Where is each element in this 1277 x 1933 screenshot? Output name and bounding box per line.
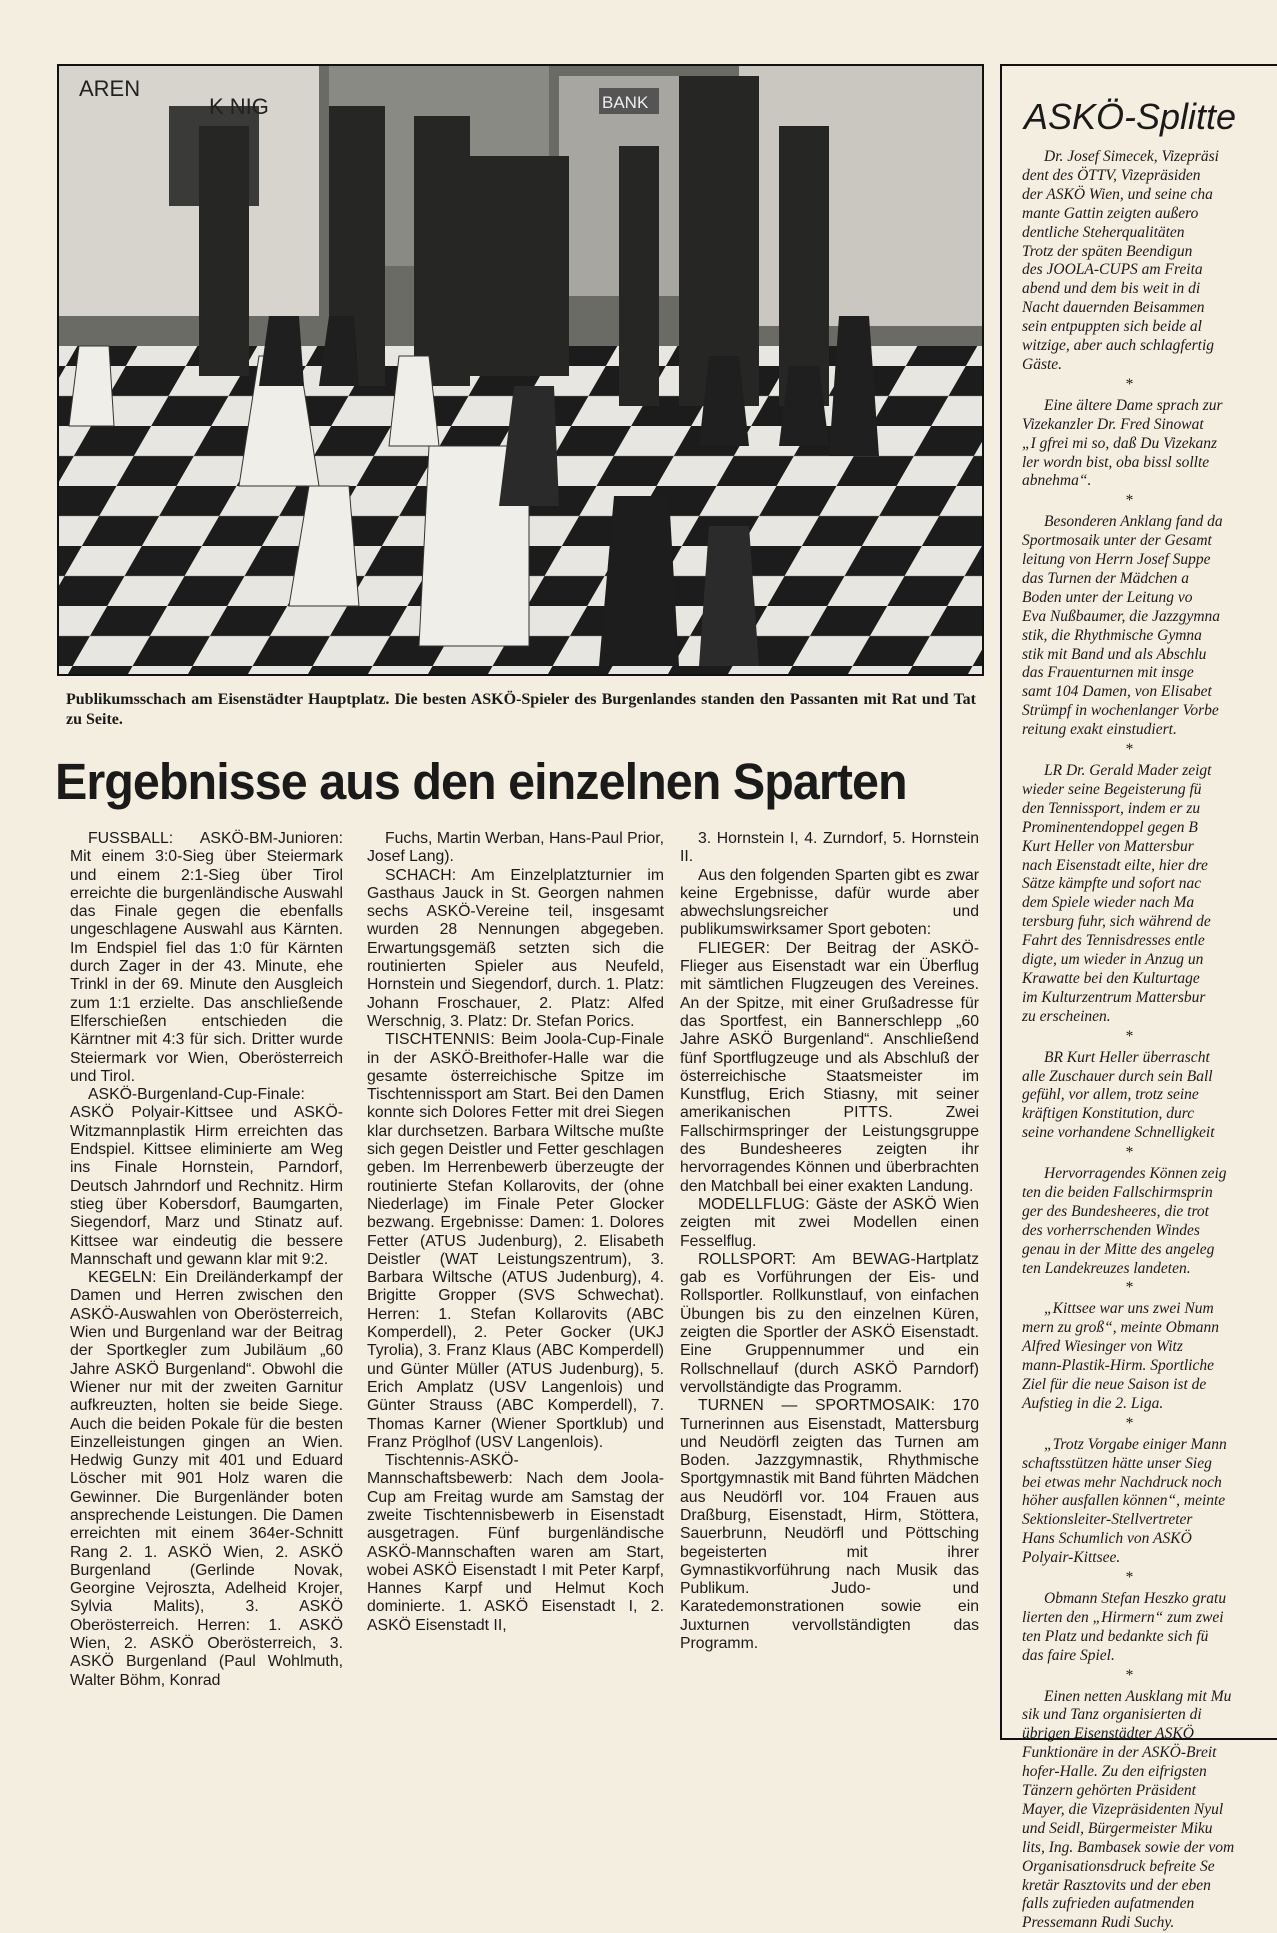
separator-star: * bbox=[1125, 1666, 1134, 1684]
sidebar-line: das faire Spiel. bbox=[1022, 1646, 1115, 1664]
chess-photo bbox=[57, 64, 984, 676]
sidebar-line: genau in der Mitte des angeleg bbox=[1022, 1240, 1215, 1258]
sidebar-line: kretär Rasztovits und der eben bbox=[1022, 1876, 1211, 1894]
shop-sign: AREN bbox=[79, 76, 141, 101]
sidebar-line: ten Platz und bedankte sich fü bbox=[1022, 1627, 1209, 1645]
paragraph-fussball: FUSSBALL: ASKÖ-BM-Junioren: Mit einem 3:0-Sieg über Steiermark und einem 2:1-Sieg über Tirol erreichte die burgenländische Auswahl das Finale gegen die ebenfalls ungeschlagene Auswahl aus Kärnten. Im Endspiel fiel das 1:0 für Kärnten durch Zager in der 43. Minute, ehe Trinkl in der 69. Minute den Ausgleich zum 1:1 erzielte. Das anschließende Elferschießen entschieden die Kärntner mit 4:3 für sich. Dritter wurde Steiermark vor Wien, Oberösterreich und Tirol. bbox=[70, 830, 343, 1085]
sidebar-line: ten Landekreuzes landeten. bbox=[1022, 1259, 1191, 1277]
paragraph-schach: SCHACH: Am Einzelplatzturnier im Gasthaus Jauck in St. Georgen nahmen sechs ASKÖ-Vereine teil, insgesamt wurden 28 Nennungen abgegeben. Erwartungsgemäß setzten sich die routinierten Spieler aus Neufeld, Hornstein und Siegendorf, durch. 1. Platz: Johann Froschauer, 2. Platz: Alfed Werschnig, 3. Platz: Dr. Stefan Porics. bbox=[367, 866, 664, 1030]
sidebar-line: des JOOLA-CUPS am Freita bbox=[1022, 261, 1203, 279]
sidebar-title: ASKÖ-Splitte bbox=[1024, 96, 1237, 137]
sidebar-line: ger des Bundesheeres, die trot bbox=[1022, 1202, 1209, 1220]
paragraph-flieger: FLIEGER: Der Beitrag der ASKÖ-Flieger aus Eisenstadt war ein Überflug mit sämtlichen Flugzeugen des Vereines. An der Spitze, mit einer Grußadresse für das Sportfest, ein Bannerschlepp „60 Jahre ASKÖ Burgenland“. Anschließend fünf Sportflugzeuge und als Abschluß der österreichische Staatsmeister im Kunstflug, Erich Stiasny, mit seiner amerikanischen PITTS. Zwei Fallschirmspringer der Leistungsgruppe des Bundesheeres zeigten ihr hervorragendes Können und überbrachten den Matchball bei einer exakten Landung. bbox=[680, 939, 979, 1195]
sidebar-line: Sportmosaik unter der Gesamt bbox=[1022, 532, 1212, 550]
paragraph-tischtennis: TISCHTENNIS: Beim Joola-Cup-Finale in der ASKÖ-Breithofer-Halle war die gesamte österreichische Spitze im Tischtennissport am Start. Bei den Damen konnte sich Dolores Fetter mit drei Siegen klar durchsetzen. Barbara Wiltsche mußte sich gegen Deistler und Fetter geschlagen geben. Im Herrenbewerb überzeugte der routinierte Stefan Kollarovits, der (ohne Niederlage) im Finale Peter Glocker bezwang. Ergebnisse: Damen: 1. Dolores Fetter (ATUS Judenburg), 2. Elisabeth Deistler (WAT Leistungszentrum), 3. Barbara Wiltsche (ATUS Judenburg), 4. Brigitte Gropper (SVS Schwechat). Herren: 1. Stefan Kollarovits (ABC Komperdell), 2. Peter Gocker (UKJ Tyrolia), 3. Franz Klaus (ABC Komperdell) und Günter Müller (ATUS Judenburg), 5. Erich Amplatz (USV Langenlois) und Günter Strauss (ABC Komperdell), 7. Thomas Karner (Wiener Sportklub) und Franz Pröglhof (USV Langenlois). bbox=[367, 1031, 664, 1451]
paragraph-intro-sparten: Aus den folgenden Sparten gibt es zwar keine Ergebnisse, dafür wurde aber abwechslungsreicher und publikumswirksamer Sport geboten: bbox=[680, 866, 979, 939]
sidebar-line: mante Gattin zeigten außero bbox=[1022, 204, 1199, 222]
sidebar-line: Ziel für die neue Saison ist de bbox=[1022, 1376, 1207, 1393]
sidebar-line: LR Dr. Gerald Mader zeigt bbox=[1044, 762, 1212, 779]
sidebar-line: tersburg fuhr, sich während de bbox=[1022, 913, 1211, 931]
sidebar-line: Sektionsleiter-Stellvertreter bbox=[1022, 1511, 1193, 1529]
sidebar-line: nach Eisenstadt eilte, hier dre bbox=[1022, 856, 1208, 874]
sidebar-line: Eva Nußbaumer, die Jazzgymna bbox=[1022, 607, 1221, 625]
separator-star: * bbox=[1125, 1414, 1134, 1432]
article-column-3 bbox=[680, 830, 979, 1653]
sidebar-line: Eine ältere Dame sprach zur bbox=[1044, 396, 1223, 414]
sidebar-line: Tänzern gehörten Präsident bbox=[1022, 1782, 1196, 1800]
sidebar-line: witzige, aber auch schlagfertig bbox=[1022, 337, 1215, 355]
paragraph-tischtennis-mannschaft: Tischtennis-ASKÖ-Mannschaftsbewerb: Nach dem Joola-Cup am Freitag wurde am Samstag der zweite Tischtennisbewerb in Eisenstadt ausgetragen. Fünf burgenländische ASKÖ-Mannschaften waren am Start, wobei ASKÖ Eisenstadt I mit Peter Karpf, Hannes Karpf und Helmut Koch dominierte. 1. ASKÖ Eisenstadt I, 2. ASKÖ Eisenstadt II, bbox=[367, 1452, 664, 1634]
photo-caption: Publikumsschach am Eisenstädter Hauptplatz. Die besten ASKÖ-Spieler des Burgenlandes standen den Passanten mit Rat und Tat zu Seite. bbox=[66, 691, 976, 728]
sidebar-line: leitung von Herrn Josef Suppe bbox=[1022, 551, 1211, 569]
article-column-1 bbox=[70, 830, 343, 1690]
sidebar-line: reitung exakt einstudiert. bbox=[1022, 721, 1177, 739]
separator-star: * bbox=[1125, 1027, 1134, 1045]
sidebar-line: kräftigen Konstitution, durc bbox=[1022, 1105, 1195, 1123]
chess-photo-image bbox=[59, 66, 982, 674]
sidebar-line: Einen netten Ausklang mit Mu bbox=[1044, 1687, 1232, 1705]
sidebar-line: das Turnen der Mädchen a bbox=[1022, 569, 1190, 587]
sidebar-line: Fahrt des Tennisdresses entle bbox=[1022, 932, 1205, 950]
sidebar-line: abnehma“. bbox=[1022, 472, 1092, 490]
sidebar-line: Funktionäre in der ASKÖ-Breit bbox=[1022, 1744, 1217, 1762]
bank-sign: BANK bbox=[602, 93, 649, 112]
sidebar-line: digte, um wieder in Anzug un bbox=[1022, 951, 1204, 969]
sidebar-line: BR Kurt Heller überrascht bbox=[1044, 1048, 1210, 1066]
paragraph-turnen: TURNEN — SPORTMOSAIK: 170 Turnerinnen aus Eisenstadt, Mattersburg und Neudörfl zeigten das Turnen am Boden. Jazzgymnastik, Rhythmische Sportgymnastik mit Band führten Mädchen aus Neudörfl vor. 104 Frauen aus Draßburg, Eisenstadt, Hirm, Stöttera, Sauerbrunn, Neudörfl und Pöttsching begeisterten mit ihrer Gymnastikvorführung nach Musik das Publikum. Judo- und Karatedemonstrationen sowie ein Juxturnen vervollständigten das Programm. bbox=[680, 1397, 979, 1653]
sidebar-line: der ASKÖ Wien, und seine cha bbox=[1022, 185, 1213, 203]
sidebar-line: sik und Tanz organisierten di bbox=[1022, 1706, 1202, 1724]
sidebar-line: Aufstieg in die 2. Liga. bbox=[1022, 1394, 1164, 1412]
sidebar-line: Krawatte bei den Kulturtage bbox=[1022, 969, 1200, 987]
sidebar-line: sein entpuppten sich beide al bbox=[1022, 318, 1202, 336]
sidebar-line: Polyair-Kittsee. bbox=[1022, 1549, 1121, 1567]
sidebar-line: schaftsstützen hätte unser Sieg bbox=[1022, 1454, 1212, 1472]
sidebar-line: lierten den „Hirmern“ zum zwei bbox=[1022, 1608, 1224, 1626]
sidebar-line: dent des ÖTTV, Vizepräsiden bbox=[1022, 166, 1201, 184]
paragraph-cup-finale: ASKÖ-Burgenland-Cup-Finale: ASKÖ Polyair-Kittsee und ASKÖ-Witzmannplastik Hirm erreichten das Endspiel. Kittsee eliminierte am Weg ins Finale Hornstein, Parndorf, Deutsch Jahrndorf und Rechnitz. Hirm stieg über Kobersdorf, Baumgarten, Siegendorf, Marz und Stinatz auf. Kittsee war eindeutig die bessere Mannschaft und gewann klar mit 9:2. bbox=[70, 1086, 343, 1268]
sidebar-line: Gäste. bbox=[1022, 355, 1063, 373]
separator-star: * bbox=[1125, 375, 1134, 393]
sidebar-line: hofer-Halle. Zu den eifrigsten bbox=[1022, 1763, 1207, 1781]
sidebar-line: Vizekanzler Dr. Fred Sinowat bbox=[1022, 415, 1204, 433]
sidebar-line: gefühl, vor allem, trotz seine bbox=[1022, 1086, 1199, 1104]
sidebar-line: das Frauenturnen mit insge bbox=[1022, 664, 1194, 682]
sidebar-line: ten die beiden Fallschirmsprin bbox=[1022, 1183, 1213, 1201]
sidebar-line: lits, Ing. Bambasek sowie der vom bbox=[1022, 1838, 1235, 1856]
sidebar-line: höher ausfallen können“, meinte bbox=[1022, 1492, 1226, 1510]
sidebar-line: bei etwas mehr Nachdruck noch bbox=[1022, 1473, 1222, 1491]
sidebar-line: ler wordn bist, oba bissl sollte bbox=[1022, 453, 1210, 471]
sidebar-line: Kurt Heller von Mattersbur bbox=[1022, 837, 1194, 855]
separator-star: * bbox=[1125, 1279, 1134, 1297]
sidebar-line: Pressemann Rudi Suchy. bbox=[1022, 1914, 1175, 1932]
sidebar-line: Hervorragendes Können zeig bbox=[1044, 1165, 1227, 1183]
paragraph-kegeln-cont: Fuchs, Martin Werban, Hans-Paul Prior, Josef Lang). bbox=[367, 830, 664, 866]
sidebar-line: „I gfrei mi so, daß Du Vizekanz bbox=[1022, 434, 1218, 452]
sidebar-line: stik mit Band und als Abschlu bbox=[1022, 645, 1207, 663]
sidebar-line: Nacht dauernden Beisammen bbox=[1022, 299, 1205, 317]
sidebar-line: dentliche Steherqualitäten bbox=[1022, 223, 1185, 241]
sidebar-line: im Kulturzentrum Mattersbur bbox=[1022, 988, 1206, 1006]
sidebar-line: Dr. Josef Simecek, Vizepräsi bbox=[1044, 148, 1219, 165]
sidebar-line: dem Spiele wieder nach Ma bbox=[1022, 894, 1195, 912]
sidebar-body bbox=[1022, 148, 1277, 1932]
sidebar-line: des vorherrschenden Windes bbox=[1022, 1221, 1200, 1239]
article-column-2 bbox=[367, 830, 664, 1635]
sidebar-line: und Seidl, Bürgermeister Miku bbox=[1022, 1819, 1213, 1837]
sidebar-line: „Kittsee war uns zwei Num bbox=[1044, 1300, 1214, 1318]
sidebar-line: mern zu groß“, meinte Obmann bbox=[1022, 1319, 1220, 1337]
separator-star: * bbox=[1125, 1144, 1134, 1162]
sidebar-line: Obmann Stefan Heszko gratu bbox=[1044, 1589, 1227, 1607]
paragraph-rollsport: ROLLSPORT: Am BEWAG-Hartplatz gab es Vorführungen der Eis- und Rollsportler. Rollkunstlauf, von einfachen Übungen bis zu den einzelnen Küren, zeigten die Sportler der ASKÖ Eisenstadt. Eine Gruppennummer und ein Rollschnellauf (durch ASKÖ Parndorf) vervollständigte das Programm. bbox=[680, 1250, 979, 1396]
sidebar-line: zu erscheinen. bbox=[1022, 1007, 1111, 1025]
sidebar-line: seine vorhandene Schnelligkeit bbox=[1022, 1124, 1215, 1142]
sidebar-line: alle Zuschauer durch sein Ball bbox=[1022, 1067, 1213, 1085]
article-headline: Ergebnisse aus den einzelnen Sparten bbox=[55, 753, 907, 810]
sidebar-line: „Trotz Vorgabe einiger Mann bbox=[1044, 1435, 1227, 1453]
paragraph-kegeln: KEGELN: Ein Dreiländerkampf der Damen und Herren zwischen den ASKÖ-Auswahlen von Oberösterreich, Wien und Burgenland war der Beitrag der Sportkegler zum Jubiläum „60 Jahre ASKÖ Burgenland“. Obwohl die Wiener nur mit der zweiten Garnitur aufkreuzten, holten sie beide Siege. Auch die beiden Pokale für die besten Einzelleistungen gingen an Wien. Hedwig Gunzy mit 401 und Eduard Löscher mit 901 Holz waren die Gewinner. Die Burgenländer boten ansprechende Leistungen. Die Damen erreichten mit einem 364er-Schnitt Rang 2. 1. ASKÖ Wien, 2. ASKÖ Burgenland (Gerlinde Novak, Georgine Vejroszta, Adelheid Krojer, Sylvia Malits), 3. ASKÖ Oberösterreich. Herren: 1. ASKÖ Wien, 2. ASKÖ Oberösterreich, 3. ASKÖ Burgenland (Paul Wohlmuth, Walter Böhm, Konrad bbox=[70, 1269, 343, 1689]
sidebar-line: wieder seine Begeisterung fü bbox=[1022, 780, 1202, 798]
sidebar-line: Sätze kämpfte und sofort nac bbox=[1022, 875, 1202, 893]
sidebar-line: den Tennissport, indem er zu bbox=[1022, 799, 1201, 817]
sidebar-line: falls zufrieden aufatmenden bbox=[1022, 1895, 1195, 1913]
sidebar-box bbox=[1000, 64, 1277, 1932]
sidebar-line: Trotz der späten Beendigun bbox=[1022, 242, 1193, 260]
sidebar-line: Hans Schumlich von ASKÖ bbox=[1022, 1530, 1192, 1548]
sidebar-line: abend und dem bis weit in di bbox=[1022, 280, 1201, 298]
sidebar-line: Organisationsdruck befreite Se bbox=[1022, 1857, 1215, 1875]
shop-sign-2: K NIG bbox=[209, 94, 269, 119]
sidebar-line: Boden unter der Leitung vo bbox=[1022, 588, 1193, 606]
separator-star: * bbox=[1125, 492, 1134, 510]
sidebar-line: Besonderen Anklang fand da bbox=[1044, 513, 1223, 531]
sidebar-line: Alfred Wiesinger von Witz bbox=[1022, 1338, 1183, 1356]
paragraph-modellflug: MODELLFLUG: Gäste der ASKÖ Wien zeigten mit zwei Modellen einen Fesselflug. bbox=[680, 1195, 979, 1250]
sidebar-line: Mayer, die Vizepräsidenten Nyul bbox=[1022, 1800, 1224, 1818]
sidebar-line: samt 104 Damen, von Elisabet bbox=[1022, 683, 1212, 701]
separator-star: * bbox=[1125, 1569, 1134, 1587]
sidebar-line: Prominentendoppel gegen B bbox=[1022, 818, 1198, 836]
sidebar-line: Strümpf in wochenlanger Vorbe bbox=[1022, 702, 1219, 720]
paragraph-tischtennis-cont: 3. Hornstein I, 4. Zurndorf, 5. Hornstein II. bbox=[680, 830, 979, 866]
sidebar-line: übrigen Eisenstädter ASKÖ bbox=[1022, 1725, 1194, 1743]
sidebar-line: mann-Plastik-Hirm. Sportliche bbox=[1022, 1357, 1215, 1375]
sidebar-line: stik, die Rhythmische Gymna bbox=[1022, 626, 1202, 644]
separator-star: * bbox=[1125, 741, 1134, 759]
